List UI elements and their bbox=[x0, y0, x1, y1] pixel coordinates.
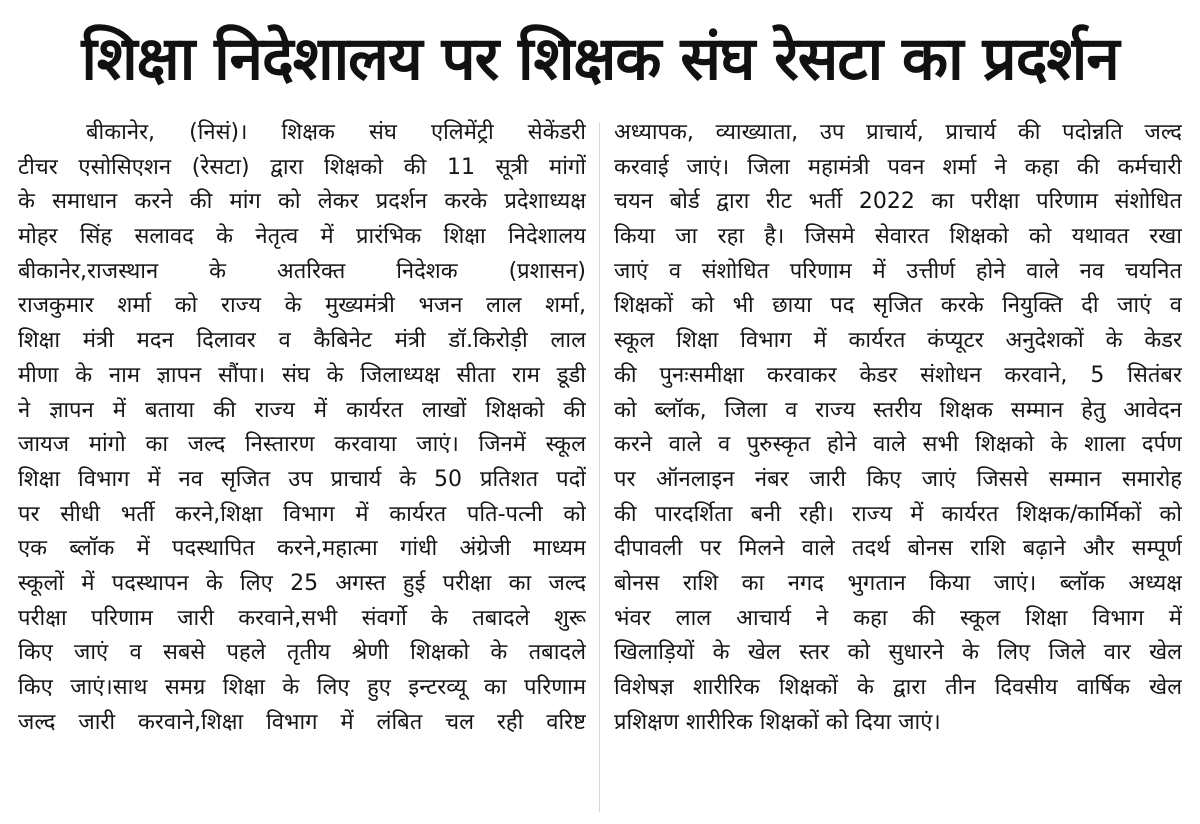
article-line: किया जा रहा है। जिसमे सेवारत शिक्षको को यथावत रखा bbox=[614, 224, 1182, 250]
article-line: किए जाएं।साथ समग्र शिक्षा के लिए हुए इन्टरव्यू का परिणाम bbox=[18, 675, 586, 700]
article-line: जल्द जारी करवाने,शिक्षा विभाग में लंबित चल रही वरिष्ट bbox=[18, 709, 586, 735]
article-line: दीपावली पर मिलने वाले तदर्थ बोनस राशि बढ़ाने और सम्पूर्ण bbox=[614, 536, 1182, 562]
article-line: विशेषज्ञ शारीरिक शिक्षकों के द्वारा तीन दिवसीय वार्षिक खेल bbox=[614, 675, 1182, 700]
article-line: मीणा के नाम ज्ञापन सौंपा। संघ के जिलाध्यक्ष सीता राम डूडी bbox=[18, 362, 586, 388]
article-headline: शिक्षा निदेशालय पर शिक्षक संघ रेसटा का प्रदर्शन bbox=[81, 24, 1119, 94]
article-line: पर ऑनलाइन नंबर जारी किए जाएं जिससे सम्मान समारोह bbox=[614, 466, 1182, 492]
article-line: प्रशिक्षण शारीरिक शिक्षकों को दिया जाएं। bbox=[614, 709, 941, 735]
article-line: चयन बोर्ड द्वारा रीट भर्ती 2022 का परीक्षा परिणाम संशोधित bbox=[614, 189, 1182, 215]
article-line: शिक्षा विभाग में नव सृजित उप प्राचार्य के 50 प्रतिशत पदों bbox=[18, 466, 586, 492]
article-line: किए जाएं व सबसे पहले तृतीय श्रेणी शिक्षको के तबादले bbox=[18, 640, 586, 666]
article-line: जायज मांगो का जल्द निस्तारण करवाया जाएं। जिनमें स्कूल bbox=[18, 432, 586, 458]
article-line: शिक्षा मंत्री मदन दिलावर व कैबिनेट मंत्री डॉ.किरोड़ी लाल bbox=[18, 328, 586, 354]
article-column-right bbox=[614, 116, 1182, 816]
article-line: मोहर सिंह सलावद के नेतृत्व में प्रारंभिक शिक्षा निदेशालय bbox=[18, 224, 586, 250]
article-line: बोनस राशि का नगद भुगतान किया जाएं। ब्लॉक अध्यक्ष bbox=[614, 570, 1182, 596]
article-line: राजकुमार शर्मा को राज्य के मुख्यमंत्री भजन लाल शर्मा, bbox=[18, 293, 586, 319]
article-line: स्कूल शिक्षा विभाग में कार्यरत कंप्यूटर अनुदेशकों के केडर bbox=[614, 328, 1182, 354]
article-line: परीक्षा परिणाम जारी करवाने,सभी संवर्गो के तबादले शुरू bbox=[18, 605, 586, 631]
article-line: की पुनःसमीक्षा करवाकर केडर संशोधन करवाने, 5 सितंबर bbox=[614, 362, 1182, 388]
article-line: की पारदर्शिता बनी रही। राज्य में कार्यरत शिक्षक/कार्मिकों को bbox=[614, 501, 1182, 527]
article-line: करने वाले व पुरुस्कृत होने वाले सभी शिक्षको के शाला दर्पण bbox=[614, 432, 1182, 458]
article-line: स्कूलों में पदस्थापन के लिए 25 अगस्त हुई परीक्षा का जल्द bbox=[18, 570, 586, 596]
article-line: पर सीधी भर्ती करने,शिक्षा विभाग में कार्यरत पति-पत्नी को bbox=[18, 501, 586, 527]
article-line: करवाई जाएं। जिला महामंत्री पवन शर्मा ने कहा की कर्मचारी bbox=[614, 154, 1182, 180]
column-divider bbox=[599, 122, 600, 812]
article-line: बीकानेर,राजस्थान के अतरिक्त निदेशक (प्रशासन) bbox=[18, 258, 586, 284]
article-line: को ब्लॉक, जिला व राज्य स्तरीय शिक्षक सम्मान हेतु आवेदन bbox=[614, 397, 1182, 423]
article-line: बीकानेर, (निसं)। शिक्षक संघ एलिमेंट्री सेकेंडरी bbox=[86, 120, 586, 145]
article-line: खिलाड़ियों के खेल स्तर को सुधारने के लिए जिले वार खेल bbox=[614, 640, 1182, 666]
article-line: के समाधान करने की मांग को लेकर प्रदर्शन करके प्रदेशाध्यक्ष bbox=[18, 189, 586, 215]
article-line: अध्यापक, व्याख्याता, उप प्राचार्य, प्राचार्य की पदोन्नति जल्द bbox=[614, 120, 1182, 145]
article-line: भंवर लाल आचार्य ने कहा की स्कूल शिक्षा विभाग में bbox=[614, 605, 1182, 631]
article-line: टीचर एसोसिएशन (रेसटा) द्वारा शिक्षको की 11 सूत्री मांगों bbox=[18, 154, 586, 180]
article-line: एक ब्लॉक में पदस्थापित करने,महात्मा गांधी अंग्रेजी माध्यम bbox=[18, 536, 586, 562]
article-column-left bbox=[18, 116, 586, 816]
article-line: जाएं व संशोधित परिणाम में उत्तीर्ण होने वाले नव चयनित bbox=[614, 258, 1182, 284]
article-line: ने ज्ञापन में बताया की राज्य में कार्यरत लाखों शिक्षको की bbox=[18, 397, 586, 423]
article-line: शिक्षकों को भी छाया पद सृजित करके नियुक्ति दी जाएं व bbox=[614, 293, 1182, 319]
